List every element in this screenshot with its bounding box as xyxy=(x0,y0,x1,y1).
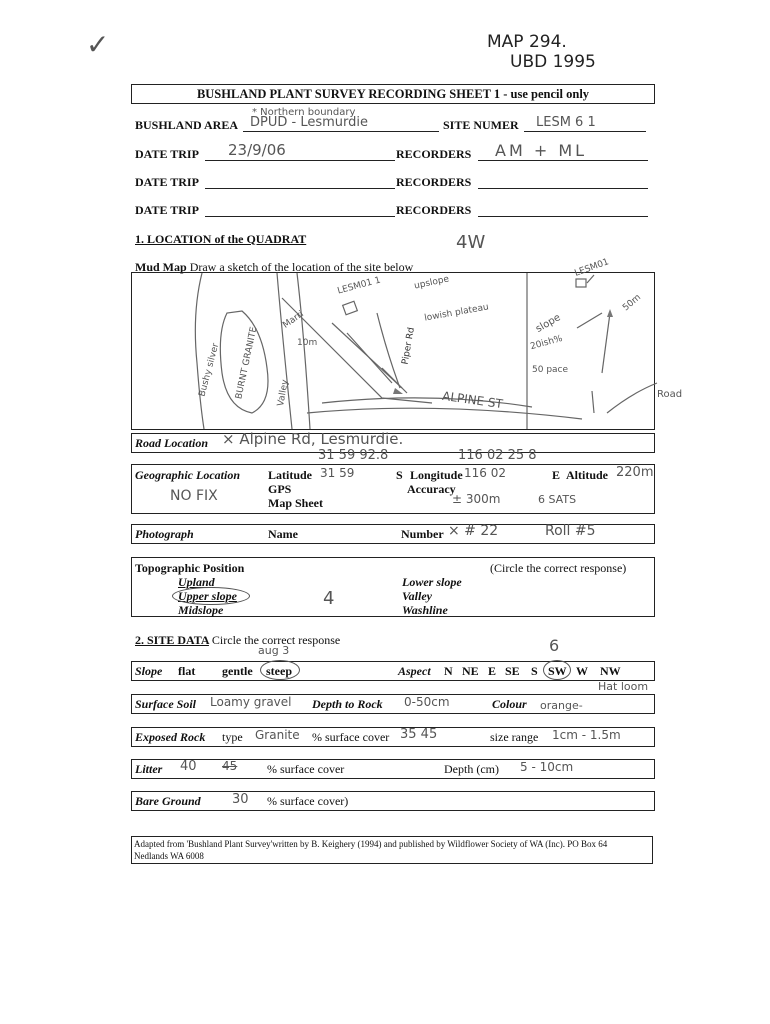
exposed-rock-label: Exposed Rock xyxy=(135,730,206,744)
s-label: S xyxy=(396,468,403,482)
sketch-10m-label: 10m xyxy=(297,338,318,348)
map-sheet-label: Map Sheet xyxy=(268,496,323,510)
bare-ground-label: Bare Ground xyxy=(135,794,201,808)
date-trip-label-2: DATE TRIP xyxy=(135,175,199,189)
recorders-line-1 xyxy=(478,160,648,161)
map-reference: MAP 294. xyxy=(487,32,567,52)
rock-type-label: type xyxy=(222,730,243,744)
e-label: E xyxy=(552,468,561,482)
date-trip-label-1: DATE TRIP xyxy=(135,147,199,161)
bushland-area-line xyxy=(243,131,439,132)
photo-name-label: Name xyxy=(268,527,298,541)
exposed-surface-cover-label: % surface cover xyxy=(312,730,390,744)
topo-option-upland[interactable]: Upland xyxy=(178,575,215,589)
litter-surface-cover-label: % surface cover xyxy=(267,762,345,776)
topo-option-midslope[interactable]: Midslope xyxy=(178,603,224,617)
latitude-sketch-value: 31 59 92.8 xyxy=(318,448,389,463)
altitude-value[interactable]: 220m xyxy=(616,465,654,480)
check-mark: ✓ xyxy=(86,28,110,61)
latitude-value[interactable]: 31 59 xyxy=(320,466,355,480)
photo-roll-value: Roll #5 xyxy=(545,523,596,539)
photograph-label: Photograph xyxy=(135,527,194,541)
site-data-heading xyxy=(135,633,340,648)
topographic-instruction: (Circle the correct response) xyxy=(490,561,627,575)
road-location-label: Road Location xyxy=(135,436,209,450)
aspect-option-ne[interactable]: NE xyxy=(462,664,479,678)
size-range-value[interactable]: 1cm - 1.5m xyxy=(552,728,621,742)
mud-map-instruction: Draw a sketch of the location of the site below xyxy=(189,260,414,274)
photo-number-value[interactable]: × # 22 xyxy=(448,523,499,539)
location-heading: 1. LOCATION of the QUADRAT xyxy=(135,232,307,246)
litter-label: Litter xyxy=(135,762,163,776)
bare-ground-value[interactable]: 30 xyxy=(232,792,249,807)
mud-map-title: Mud Map xyxy=(135,260,187,274)
recorders-label-1: RECORDERS xyxy=(396,147,472,161)
slope-label: Slope xyxy=(135,664,163,678)
sketch-lowish-plateau-label: lowish plateau xyxy=(423,302,490,324)
bushland-area-label: BUSHLAND AREA xyxy=(135,118,239,132)
aspect-label: Aspect xyxy=(398,664,431,678)
sketch-bushy-silver-label: Bushy silver xyxy=(197,342,222,398)
litter-depth-label: Depth (cm) xyxy=(444,762,499,776)
site-number-label: SITE NUMER xyxy=(443,118,519,132)
rock-type-value[interactable]: Granite xyxy=(255,728,300,742)
litter-box xyxy=(131,759,655,779)
geographic-location-label: Geographic Location xyxy=(135,468,240,482)
sketch-burnt-granite-label: BURNT GRANITE xyxy=(234,325,260,401)
steep-circle-mark xyxy=(260,660,300,680)
slope-note: aug 3 xyxy=(258,644,290,657)
longitude-sketch-value: 116 02 25 8 xyxy=(458,448,537,463)
site-data-instruction: Circle the correct response xyxy=(211,633,341,647)
bare-ground-box xyxy=(131,791,655,811)
date-trip-line-3[interactable] xyxy=(205,216,395,217)
topo-mark: 4 xyxy=(323,588,335,609)
date-trip-line-2[interactable] xyxy=(205,188,395,189)
satellites-value: 6 SATS xyxy=(538,493,577,506)
litter-depth-value[interactable]: 5 - 10cm xyxy=(520,760,574,774)
litter-value[interactable]: 40 xyxy=(180,759,197,774)
footer-line-1: Adapted from 'Bushland Plant Survey'written by B. Keighery (1994) and published by Wildflower Society of WA (Inc). PO Box 64 xyxy=(134,839,608,849)
ubd-reference: UBD 1995 xyxy=(510,52,596,72)
bushland-area-note: * Northern boundary xyxy=(252,107,356,118)
sketch-50-pace-label: 50 pace xyxy=(532,365,569,375)
slope-option-gentle[interactable]: gentle xyxy=(222,664,253,678)
topo-option-upper-slope[interactable]: Upper slope xyxy=(178,589,237,603)
north-indicator: 4W xyxy=(456,232,486,253)
recorders-line-3[interactable] xyxy=(478,216,648,217)
accuracy-label: Accuracy xyxy=(407,482,456,496)
footer-text xyxy=(132,837,652,863)
recorders-label-3: RECORDERS xyxy=(396,203,472,217)
photo-number-label: Number xyxy=(401,527,444,541)
size-range-label: size range xyxy=(490,730,539,744)
topographic-position-label: Topographic Position xyxy=(135,561,245,575)
altitude-label: Altitude xyxy=(566,468,608,482)
site-data-mark: 6 xyxy=(549,636,560,655)
site-number-value[interactable]: LESM 6 1 xyxy=(536,115,596,130)
aspect-option-se[interactable]: SE xyxy=(505,664,520,678)
latitude-label: Latitude xyxy=(268,468,313,482)
recorders-line-2[interactable] xyxy=(478,188,648,189)
date-trip-label-3: DATE TRIP xyxy=(135,203,199,217)
accuracy-value[interactable]: ± 300m xyxy=(452,492,501,506)
aspect-note: Hat loom xyxy=(598,680,649,693)
sketch-alpine-st-label: ALPINE ST xyxy=(441,388,504,412)
sketch-slope-label: slope xyxy=(534,312,563,335)
surface-soil-label: Surface Soil xyxy=(135,697,197,711)
sketch-upslope-label: upslope xyxy=(413,274,451,292)
gps-label: GPS xyxy=(268,482,292,496)
aspect-option-e[interactable]: E xyxy=(488,664,497,678)
recorders-value-1[interactable]: AM + ML xyxy=(495,141,588,160)
sketch-slope-pct-label: 20ish% xyxy=(529,333,564,353)
bushland-area-value[interactable]: DPUD - Lesmurdie xyxy=(250,115,368,130)
sketch-marri-label: Marri xyxy=(281,309,306,331)
depth-to-rock-label: Depth to Rock xyxy=(312,697,383,711)
sketch-valley-label: Valley xyxy=(276,378,291,408)
title-box xyxy=(131,84,655,104)
site-data-title: 2. SITE DATA xyxy=(135,633,209,647)
topo-option-valley[interactable]: Valley xyxy=(402,589,432,603)
surface-soil-value[interactable]: Loamy gravel xyxy=(210,695,292,709)
aspect-option-s[interactable]: S xyxy=(531,664,538,678)
longitude-label: Longitude xyxy=(410,468,463,482)
sw-circle-mark xyxy=(543,660,571,680)
colour-label: Colour xyxy=(492,697,527,711)
exposed-surface-cover-value[interactable]: 35 45 xyxy=(400,727,438,742)
slope-option-flat[interactable]: flat xyxy=(178,664,196,678)
topo-option-lower-slope[interactable]: Lower slope xyxy=(402,575,462,589)
aspect-option-sw[interactable]: SW xyxy=(548,664,567,678)
recorders-label-2: RECORDERS xyxy=(396,175,472,189)
page-title: BUSHLAND PLANT SURVEY RECORDING SHEET 1 - use pencil only xyxy=(196,87,590,101)
colour-value[interactable]: orange- xyxy=(540,699,583,712)
date-trip-line-1 xyxy=(205,160,395,161)
litter-struck-value: 45 xyxy=(222,759,238,773)
depth-to-rock-value[interactable]: 0-50cm xyxy=(404,695,450,709)
footer-box xyxy=(131,836,653,864)
sketch-lesm-label-a: LESM01 1 xyxy=(336,275,382,297)
sketch-50m-label: 50m xyxy=(621,292,644,314)
slope-option-steep[interactable]: steep xyxy=(266,664,292,678)
sketch-road-label: Road xyxy=(657,389,683,400)
aspect-option-nw[interactable]: NW xyxy=(600,664,621,678)
bare-surface-cover-label: % surface cover) xyxy=(267,794,349,808)
aspect-option-n[interactable]: N xyxy=(444,664,453,678)
site-number-line xyxy=(524,131,646,132)
topo-option-washline[interactable]: Washline xyxy=(402,603,448,617)
road-location-value[interactable]: × Alpine Rd, Lesmurdie. xyxy=(222,430,404,448)
aspect-option-w[interactable]: W xyxy=(576,664,588,678)
sketch-piper-rd-label: Piper Rd xyxy=(400,326,417,366)
footer-line-2: Nedlands WA 6008 xyxy=(134,851,204,861)
date-trip-value-1[interactable]: 23/9/06 xyxy=(228,141,286,159)
geographic-location-value[interactable]: NO FIX xyxy=(170,488,218,504)
longitude-value[interactable]: 116 02 xyxy=(464,466,506,480)
sketch-lesm-label-b: LESM01 xyxy=(573,257,611,279)
